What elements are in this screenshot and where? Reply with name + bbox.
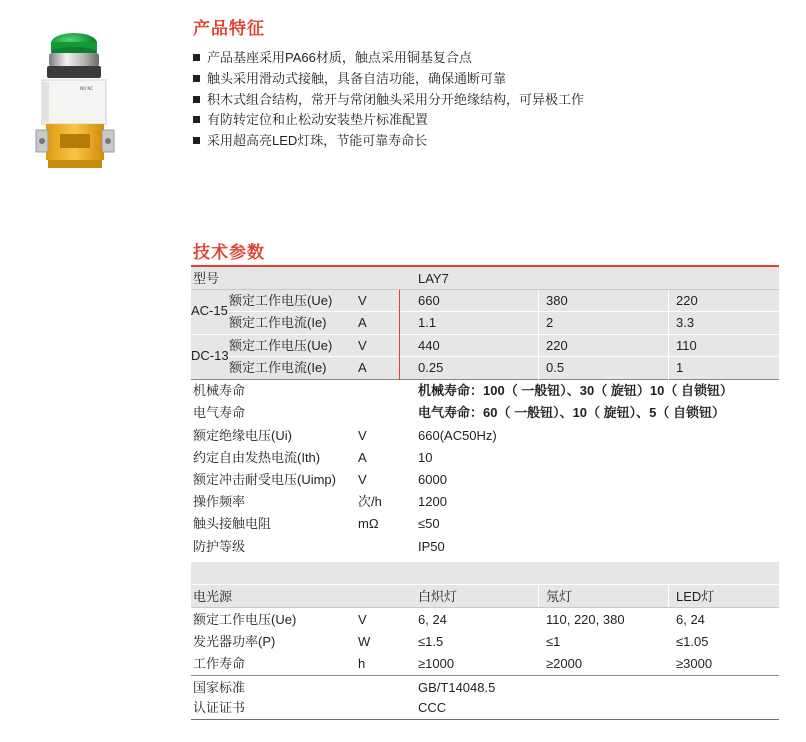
ac15-current-value: 1.1: [418, 315, 437, 330]
row-divider: [191, 607, 779, 608]
dc13-voltage-unit: V: [358, 338, 367, 353]
spec-row-label: 约定自由发热电流(Ith): [193, 450, 321, 465]
column-separator: [399, 290, 400, 380]
spec-row-value: 1200: [418, 494, 447, 509]
spec-row-label: 操作频率: [193, 494, 246, 509]
light-row-value: ≥3000: [676, 656, 713, 671]
dc13-voltage-value: 440: [418, 338, 440, 353]
light-row-label: 工作寿命: [193, 656, 246, 671]
spec-row-value: 660(AC50Hz): [418, 428, 497, 443]
row-divider: [191, 289, 779, 290]
bullet-icon: [193, 75, 200, 82]
column-separator: [668, 585, 669, 607]
cert-value: CCC: [418, 700, 447, 715]
standard-label: 国家标准: [193, 680, 246, 695]
column-separator: [668, 290, 669, 380]
model-row-band: [191, 267, 779, 289]
dc13-group-label: DC-13: [191, 348, 229, 363]
spec-row-unit: 次/h: [358, 494, 382, 509]
model-value: LAY7: [418, 271, 449, 286]
bullet-icon: [193, 137, 200, 144]
feature-text: 积木式组合结构，常开与常闭触头采用分开绝缘结构，可异极工作: [207, 91, 585, 107]
feature-item: [193, 90, 584, 111]
spec-row-value: ≤50: [418, 516, 440, 531]
product-image: [18, 22, 130, 180]
column-separator: [538, 290, 539, 380]
dc13-current-value: 1: [676, 360, 684, 375]
spec-row-unit: V: [358, 472, 367, 487]
light-source-label: 电光源: [193, 589, 233, 604]
light-row-value: ≤1.5: [418, 634, 444, 649]
light-row-label: 额定工作电压(Ue): [193, 612, 297, 627]
row-divider: [191, 675, 779, 676]
ac15-current-label: 额定工作电流(Ie): [229, 315, 327, 330]
dc13-current-label: 额定工作电流(Ie): [229, 360, 327, 375]
dc13-voltage-label: 额定工作电压(Ue): [229, 338, 333, 353]
light-row-value: 110, 220, 380: [546, 612, 625, 627]
light-row-value: ≤1: [546, 634, 561, 649]
module-label: NO NC: [80, 86, 94, 91]
row-divider: [226, 311, 398, 312]
spec-row-value: 10: [418, 450, 433, 465]
feature-item: [193, 110, 584, 131]
ac15-voltage-label: 额定工作电压(Ue): [229, 293, 333, 308]
ac15-voltage-value: 380: [546, 293, 568, 308]
ac15-voltage-value: 660: [418, 293, 440, 308]
feature-text: 采用超高亮LED灯珠，节能可靠寿命长: [207, 133, 428, 149]
feature-item: [193, 69, 584, 90]
features-list: [193, 48, 584, 152]
mechanical-life-label: 机械寿命: [193, 383, 246, 398]
spec-row-value: IP50: [418, 539, 445, 554]
spacer-band: [191, 562, 779, 584]
light-source-type: LED灯: [676, 589, 715, 604]
light-row-unit: h: [358, 656, 366, 671]
spec-row-unit: mΩ: [358, 516, 379, 531]
row-divider: [191, 379, 779, 380]
light-source-type: 氖灯: [546, 589, 573, 604]
dc13-voltage-value: 220: [546, 338, 568, 353]
dc13-current-value: 0.5: [546, 360, 565, 375]
bullet-icon: [193, 54, 200, 61]
dc13-current-unit: A: [358, 360, 367, 375]
feature-item: [193, 48, 584, 69]
column-separator: [538, 585, 539, 607]
cert-label: 认证证书: [193, 700, 246, 715]
spec-row-label: 额定绝缘电压(Ui): [193, 428, 292, 443]
light-row-unit: W: [358, 634, 371, 649]
dc13-current-value: 0.25: [418, 360, 444, 375]
specs-title: 技术参数: [193, 243, 265, 262]
mechanical-life-value: 机械寿命：100（ 一般钮）、30（ 旋钮）10（ 自锁钮）: [418, 383, 733, 398]
light-source-type: 白炽灯: [418, 589, 458, 604]
row-divider: [226, 356, 398, 357]
light-row-value: ≥1000: [418, 656, 455, 671]
light-row-value: ≥2000: [546, 656, 583, 671]
standard-value: GB/T14048.5: [418, 680, 496, 695]
light-row-value: 6, 24: [676, 612, 705, 627]
feature-item: [193, 131, 584, 152]
spec-row-label: 额定冲击耐受电压(Uimp): [193, 472, 336, 487]
ac15-current-value: 3.3: [676, 315, 695, 330]
row-divider: [400, 311, 779, 312]
table-bottom-line: [191, 719, 779, 720]
spec-row-unit: A: [358, 450, 367, 465]
ac15-voltage-unit: V: [358, 293, 367, 308]
light-row-value: ≤1.05: [676, 634, 709, 649]
light-row-value: 6, 24: [418, 612, 447, 627]
ac15-voltage-value: 220: [676, 293, 698, 308]
bullet-icon: [193, 96, 200, 103]
spec-row-unit: V: [358, 428, 367, 443]
ac15-current-value: 2: [546, 315, 554, 330]
spec-row-label: 防护等级: [193, 539, 246, 554]
ac15-current-unit: A: [358, 315, 367, 330]
electrical-life-value: 电气寿命：60（ 一般钮）、10（ 旋钮）、5（ 自锁钮）: [418, 405, 725, 420]
features-title: 产品特征: [193, 19, 265, 38]
dc13-voltage-value: 110: [676, 338, 697, 353]
feature-text: 产品基座采用PA66材质，触点采用铜基复合点: [207, 50, 472, 65]
row-divider: [400, 356, 779, 357]
spec-row-label: 触头接触电阻: [193, 516, 272, 531]
row-divider: [191, 334, 779, 335]
spec-row-value: 6000: [418, 472, 447, 487]
light-row-unit: V: [358, 612, 367, 627]
bullet-icon: [193, 116, 200, 123]
feature-text: 有防转定位和止松动安装垫片标准配置: [207, 112, 429, 128]
electrical-life-label: 电气寿命: [193, 405, 246, 420]
ac15-group-label: AC-15: [191, 303, 228, 318]
model-label: 型号: [193, 271, 220, 286]
light-row-label: 发光器功率(P): [193, 634, 276, 649]
feature-text: 触头采用滑动式接触，具备自洁功能，确保通断可靠: [207, 70, 507, 86]
